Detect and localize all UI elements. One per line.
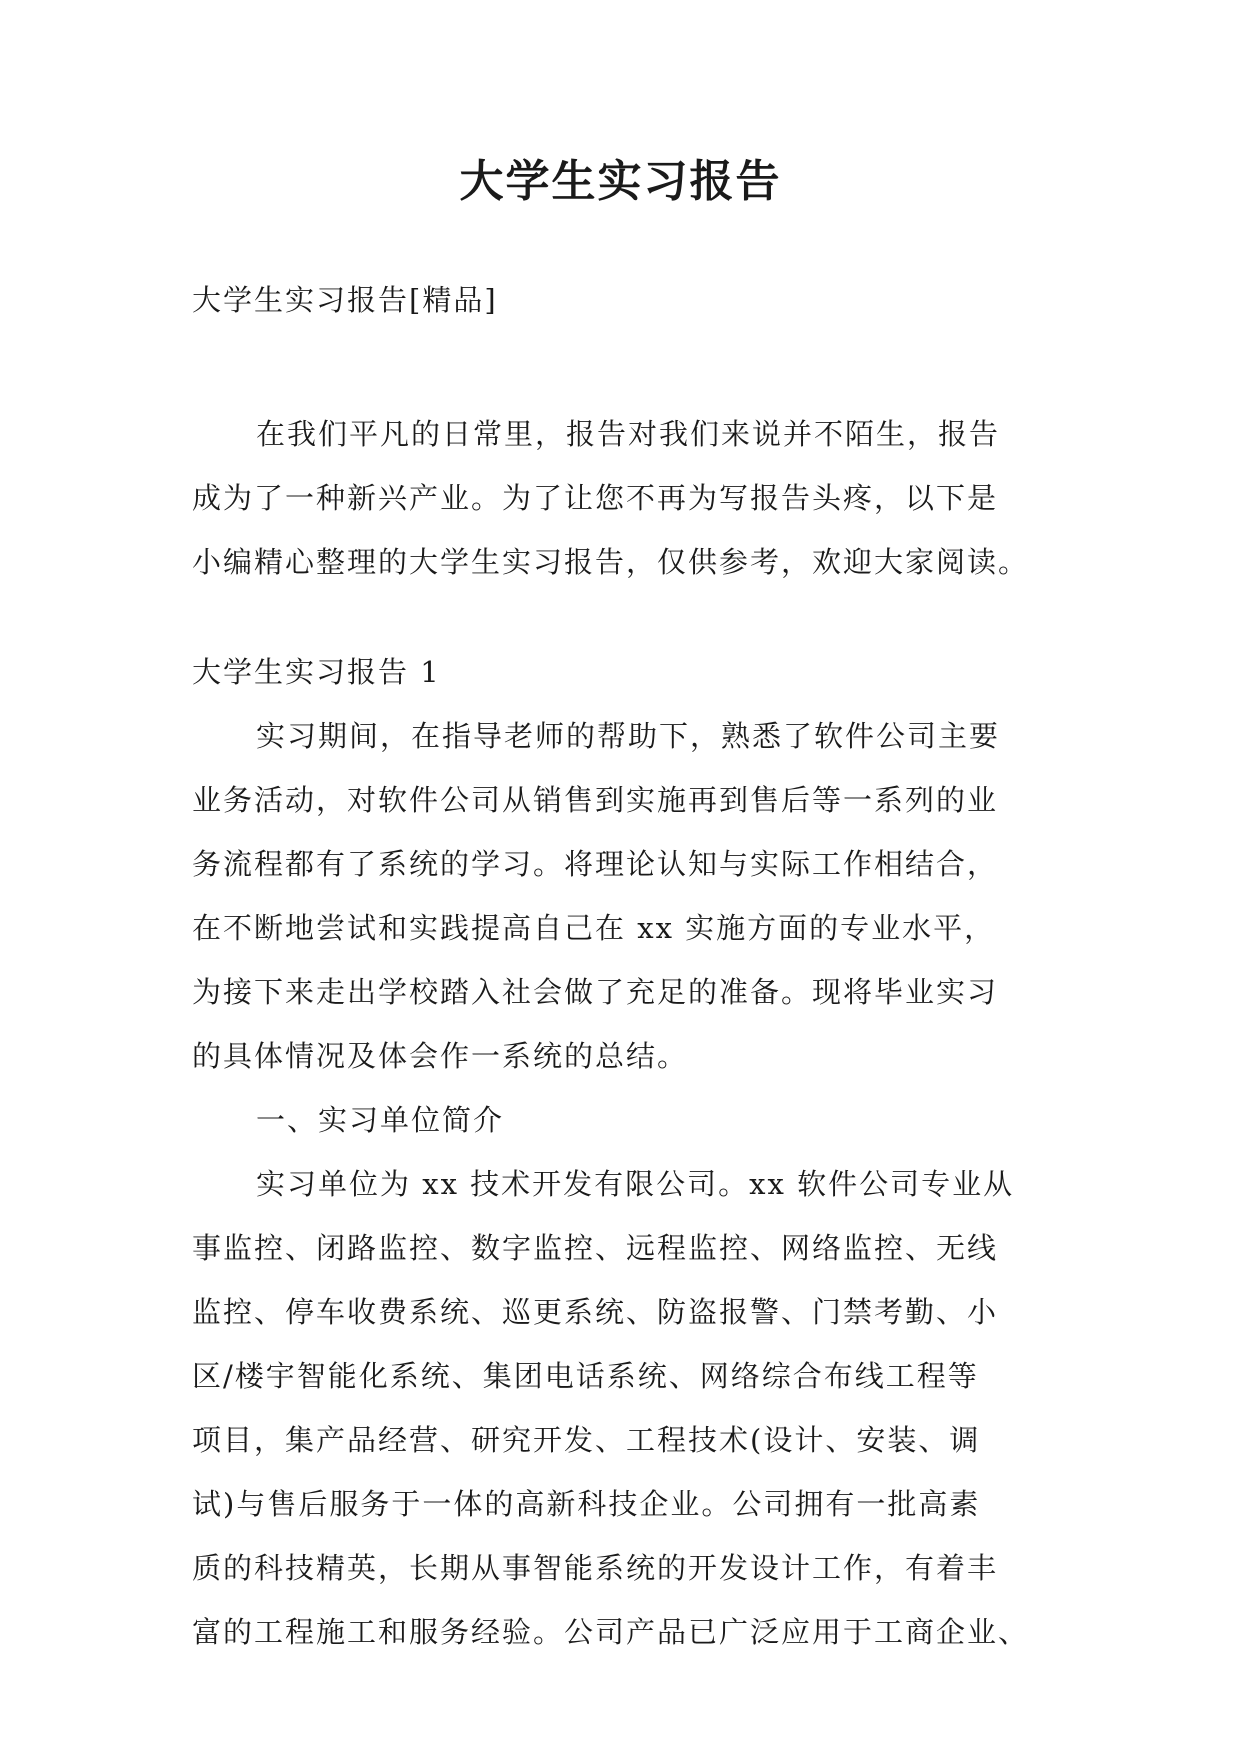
paragraph-1-line: 为接下来走出学校踏入社会做了充足的准备。现将毕业实习 xyxy=(192,975,999,1009)
paragraph-1-line: 的具体情况及体会作一系统的总结。 xyxy=(192,1039,689,1073)
report-1-heading: 大学生实习报告 1 xyxy=(192,655,441,689)
paragraph-2-line: 质的科技精英，长期从事智能系统的开发设计工作，有着丰 xyxy=(192,1551,999,1585)
subtitle-line: 大学生实习报告[精品] xyxy=(192,283,498,317)
paragraph-1-line: 务流程都有了系统的学习。将理论认知与实际工作相结合， xyxy=(192,847,999,881)
report-1-section xyxy=(192,640,1072,1664)
intro-paragraph xyxy=(192,402,1072,594)
paragraph-1-line: 实习期间，在指导老师的帮助下，熟悉了软件公司主要 xyxy=(256,719,1001,753)
paragraph-2-line: 事监控、闭路监控、数字监控、远程监控、网络监控、无线 xyxy=(192,1231,999,1265)
intro-line: 成为了一种新兴产业。为了让您不再为写报告头疼，以下是 xyxy=(192,481,999,515)
paragraph-2-line: 监控、停车收费系统、巡更系统、防盗报警、门禁考勤、小 xyxy=(192,1295,999,1329)
paragraph-2-line: 项目，集产品经营、研究开发、工程技术(设计、安装、调 xyxy=(192,1423,981,1457)
paragraph-2-line: 试)与售后服务于一体的高新科技企业。公司拥有一批高素 xyxy=(192,1487,981,1521)
paragraph-2-line: 富的工程施工和服务经验。公司产品已广泛应用于工商企业、 xyxy=(192,1615,1030,1649)
paragraph-1-line: 业务活动，对软件公司从销售到实施再到售后等一系列的业 xyxy=(192,783,999,817)
document-subtitle xyxy=(192,268,1072,332)
document-title: 大学生实习报告 xyxy=(459,156,782,207)
paragraph-2-line: 区/楼宇智能化系统、集团电话系统、网络综合布线工程等 xyxy=(192,1359,979,1393)
paragraph-2-line: 实习单位为 xx 技术开发有限公司。xx 软件公司专业从 xyxy=(256,1167,1015,1201)
paragraph-1-line: 在不断地尝试和实践提高自己在 xx 实施方面的专业水平， xyxy=(192,911,996,945)
intro-line: 在我们平凡的日常里，报告对我们来说并不陌生，报告 xyxy=(256,417,1001,451)
section-1-heading: 一、实习单位简介 xyxy=(256,1103,505,1137)
intro-line: 小编精心整理的大学生实习报告，仅供参考，欢迎大家阅读。 xyxy=(192,545,1030,579)
